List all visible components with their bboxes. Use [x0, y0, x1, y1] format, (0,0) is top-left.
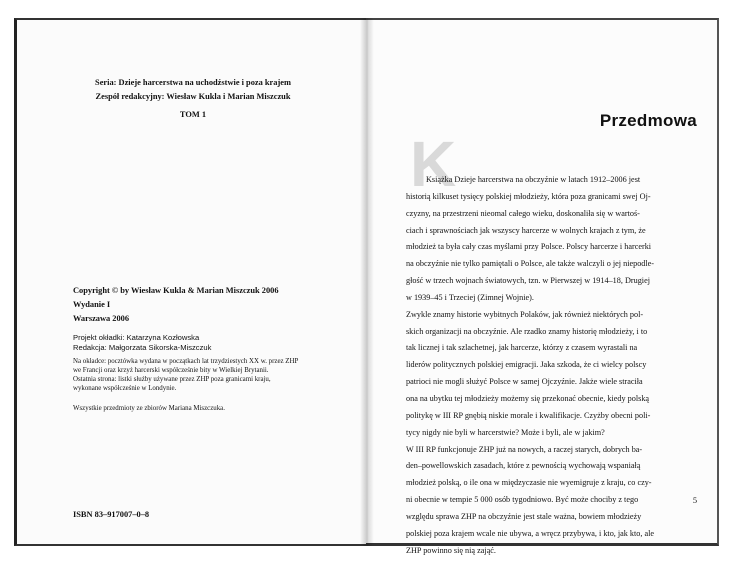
text-line: historią kilkuset tysięcy polskiej młodzieży, która poza granicami swej Oj-: [406, 191, 651, 201]
text-line: Książka Dzieje harcerstwa na obczyźnie w latach 1912–2006 jest: [426, 175, 641, 184]
text-line: w 1939–45 i Trzeciej (Zimnej Wojnie).: [406, 292, 534, 302]
text-line: tak licznej i tak szlachetnej, jak harcerze, którzy z czasem wyrastali na: [406, 343, 638, 353]
drop-cap: K: [410, 128, 457, 200]
edition-line: Wydanie I: [73, 300, 111, 309]
editing-credit: Redakcja: Małgorzata Sikorska-Miszczuk: [73, 343, 212, 352]
text-line: Zwykle znamy historie wybitnych Polaków, jak również niektórych pol-: [406, 309, 644, 319]
editorial-team: Zespół redakcyjny: Wiesław Kukla i Marian Miszczuk: [95, 92, 291, 101]
text-line: czyzny, na przestrzeni nieomal całego wieku, doskonaliła się w wartoś-: [406, 208, 640, 218]
cover-note-line: wykonane współcześnie w Londynie.: [73, 385, 177, 392]
collection-note: Wszystkie przedmioty ze zbiorów Mariana Miszczuka.: [73, 405, 225, 412]
volume-number: TOM 1: [179, 110, 207, 119]
page-number: 5: [692, 496, 697, 505]
text-line: skich organizacji na obczyźnie. Ale rzadko znamy historię młodzieży, i to: [406, 326, 648, 336]
text-line: ona na ubytku tej młodzieży możemy się przekonać obecnie, kiedy polską: [406, 393, 650, 403]
text-line: młodzież ta była cały czas myślami przy Polsce. Polscy harcerze i harcerki: [406, 242, 652, 252]
preface-body: [406, 172, 698, 559]
text-line: głość w trzech wojnach światowych, tzn. w Pierwszej w 1914–18, Drugiej: [406, 276, 650, 286]
text-line: patrioci nie mogli służyć Polsce w samej Ojczyźnie. Jakże wiele straciła: [406, 377, 643, 387]
credits-block: [73, 333, 211, 353]
place-year-line: Warszawa 2006: [73, 314, 130, 323]
cover-note: [73, 357, 343, 393]
text-line: liderów politycznych polskiej emigracji. Jaka szkoda, że ci wielcy polscy: [406, 360, 647, 370]
chapter-title: Przedmowa: [599, 111, 697, 130]
text-line: na obczyźnie nie tylko pamiętali o Polsce, ale także walczyli o jej niepodle-: [406, 259, 655, 269]
text-line: ZHP powinno się nią zająć.: [406, 545, 496, 555]
text-line: tycy nigdy nie byli w harcerstwie? Może i byli, ale w jakim?: [406, 427, 605, 437]
cover-note-line: Ostatnia strona: listki służby używane przez ZHP poza granicami kraju,: [73, 376, 271, 383]
isbn: ISBN 83–917007–0–8: [73, 510, 150, 519]
book-spread: [14, 18, 719, 555]
text-line: młodzież polską, o ile ona w międzyczasie nie wyemigruje z kraju, co czy-: [406, 478, 652, 488]
cover-design-credit: Projekt okładki: Katarzyna Kozłowska: [73, 333, 200, 342]
copyright-block: [73, 284, 279, 326]
text-line: den–powellowskich zasadach, które z pewnością wychowają wspaniałą: [406, 461, 641, 471]
cover-note-line: Na okładce: pocztówka wydana w początkach lat trzydziestych XX w. przez ZHP: [73, 358, 299, 365]
series-title: Seria: Dzieje harcerstwa na uchodźstwie i poza krajem: [95, 78, 291, 87]
cover-note-line: we Francji oraz krzyż harcerski współcześnie bity w Wielkiej Brytanii.: [73, 367, 269, 374]
series-info: [37, 76, 349, 104]
copyright-line: Copyright © by Wiesław Kukla & Marian Miszczuk 2006: [73, 286, 279, 295]
text-line: względu sprawa ZHP na obczyźnie jest stale ważna, bowiem młodzieży: [406, 511, 642, 521]
text-line: ni obecnie w tempie 5 000 osób tygodniowo. Być może chociby z tego: [406, 495, 639, 505]
text-line: polskiej poza krajem wcale nie ubywa, a wręcz przybywa, i kto, jak kto, ale: [406, 528, 655, 538]
left-page: [14, 18, 366, 546]
right-page: [366, 18, 719, 555]
text-line: ciach i sprawnościach jak wszyscy harcerze w wolnych krajach z tym, że: [406, 225, 646, 235]
text-line: W III RP funkcjonuje ZHP już na nowych, a raczej starych, dobrych ba-: [406, 444, 643, 454]
book-gutter-shadow: [360, 18, 374, 546]
text-line: politykę w III RP gnębią niskie morale i kwalifikacje. Czyżby obecni poli-: [406, 410, 651, 420]
